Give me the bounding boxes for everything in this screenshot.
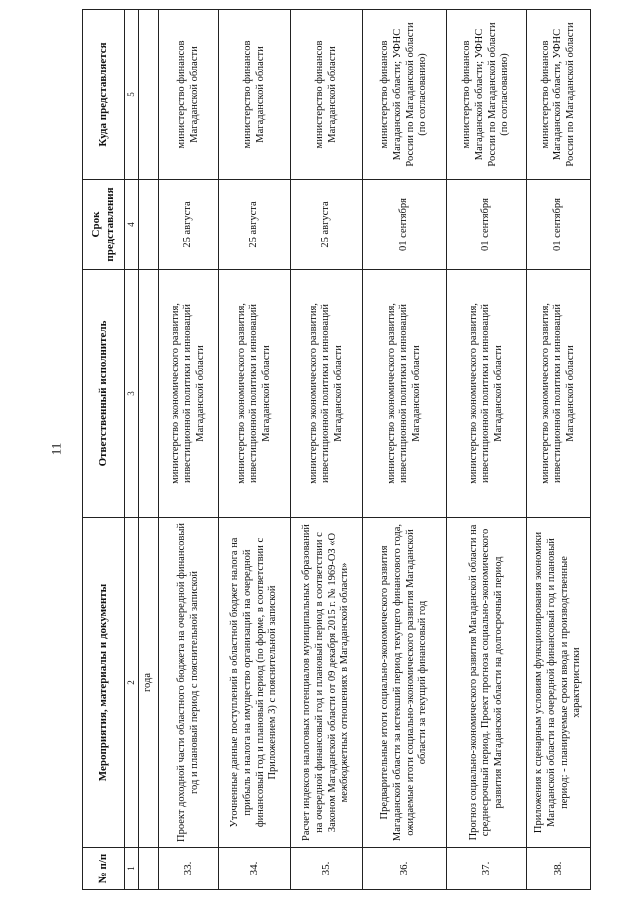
row-due: 25 августа: [159, 180, 219, 270]
row-item: Предварительные итоги социально-экономического развития Магаданской области за истекший период текущего финансового года, ожидаемые итоги социально-экономического развития Магаданской области за текущий финансовый год: [363, 518, 447, 848]
schedule-table: [82, 9, 591, 890]
rotated-table-container: [82, 10, 590, 890]
row-responsible: министерство экономического развития, инвестиционной политики и инноваций Магаданской области: [159, 270, 219, 518]
row-responsible: министерство экономического развития, инвестиционной политики и инноваций Магаданской области: [291, 270, 363, 518]
table-row: [363, 10, 447, 890]
header-destination: Куда представляется: [83, 10, 125, 180]
table-row: [527, 10, 591, 890]
continuation-text: года: [139, 518, 159, 848]
row-number: 35.: [291, 848, 363, 890]
row-destination: министерство финансов Магаданской области, УФНС России по Магаданской области: [527, 10, 591, 180]
page-number: 11: [48, 442, 64, 456]
row-destination: министерство финансов Магаданской области; УФНС России по Магаданской области (по согласованию): [447, 10, 527, 180]
table-row: [159, 10, 219, 890]
header-num: № п/п: [83, 848, 125, 890]
row-responsible: министерство экономического развития, инвестиционной политики и инноваций Магаданской области: [219, 270, 291, 518]
row-due: 01 сентября: [447, 180, 527, 270]
row-destination: министерство финансов Магаданской области: [159, 10, 219, 180]
col-number: 5: [125, 10, 139, 180]
header-responsible: Ответственный исполнитель: [83, 270, 125, 518]
continuation-row: [139, 10, 159, 890]
row-number: 33.: [159, 848, 219, 890]
row-responsible: министерство экономического развития, инвестиционной политики и инноваций Магаданской области: [363, 270, 447, 518]
row-item: Расчет индексов налоговых потенциалов муниципальных образований на очередной финансовый год и плановый период в соответствии с Законом Магаданской области от 09 декабря 2015 г. № 1969-ОЗ «О межбюджетных отношениях в Магаданской области»: [291, 518, 363, 848]
table-row: [291, 10, 363, 890]
row-destination: министерство финансов Магаданской области; УФНС России по Магаданской области (по согласованию): [363, 10, 447, 180]
col-number: 2: [125, 518, 139, 848]
row-due: 25 августа: [219, 180, 291, 270]
table-row: [447, 10, 527, 890]
row-due: 01 сентября: [527, 180, 591, 270]
col-number: 1: [125, 848, 139, 890]
row-item: Приложения к сценарным условиям функционирования экономики Магаданской области на очередной финансовый год и плановый период: - планируемые сроки ввода и производственные характеристики: [527, 518, 591, 848]
header-due: Срок представления: [83, 180, 125, 270]
row-destination: министерство финансов Магаданской области: [219, 10, 291, 180]
row-due: 25 августа: [291, 180, 363, 270]
row-item: Уточненные данные поступлений в областной бюджет налога на прибыль и налога на имущество организаций на очередной финансовый год и плановый период (по форме, в соответствии с Приложением 3) с пояснительной запиской: [219, 518, 291, 848]
row-responsible: министерство экономического развития, инвестиционной политики и инноваций Магаданской области: [447, 270, 527, 518]
row-number: 38.: [527, 848, 591, 890]
col-number: 3: [125, 270, 139, 518]
row-responsible: министерство экономического развития, инвестиционной политики и инноваций Магаданской области: [527, 270, 591, 518]
col-number: 4: [125, 180, 139, 270]
row-destination: министерство финансов Магаданской области: [291, 10, 363, 180]
table-row: [219, 10, 291, 890]
row-item: Прогноз социально-экономического развития Магаданской области на среднесрочный период. Проект прогноза социально-экономического развития Магаданской области на долгосрочный период: [447, 518, 527, 848]
row-number: 37.: [447, 848, 527, 890]
header-item: Мероприятия, материалы и документы: [83, 518, 125, 848]
row-number: 34.: [219, 848, 291, 890]
row-item: Проект доходной части областного бюджета на очередной финансовый год и плановый период с пояснительной запиской: [159, 518, 219, 848]
row-due: 01 сентября: [363, 180, 447, 270]
row-number: 36.: [363, 848, 447, 890]
